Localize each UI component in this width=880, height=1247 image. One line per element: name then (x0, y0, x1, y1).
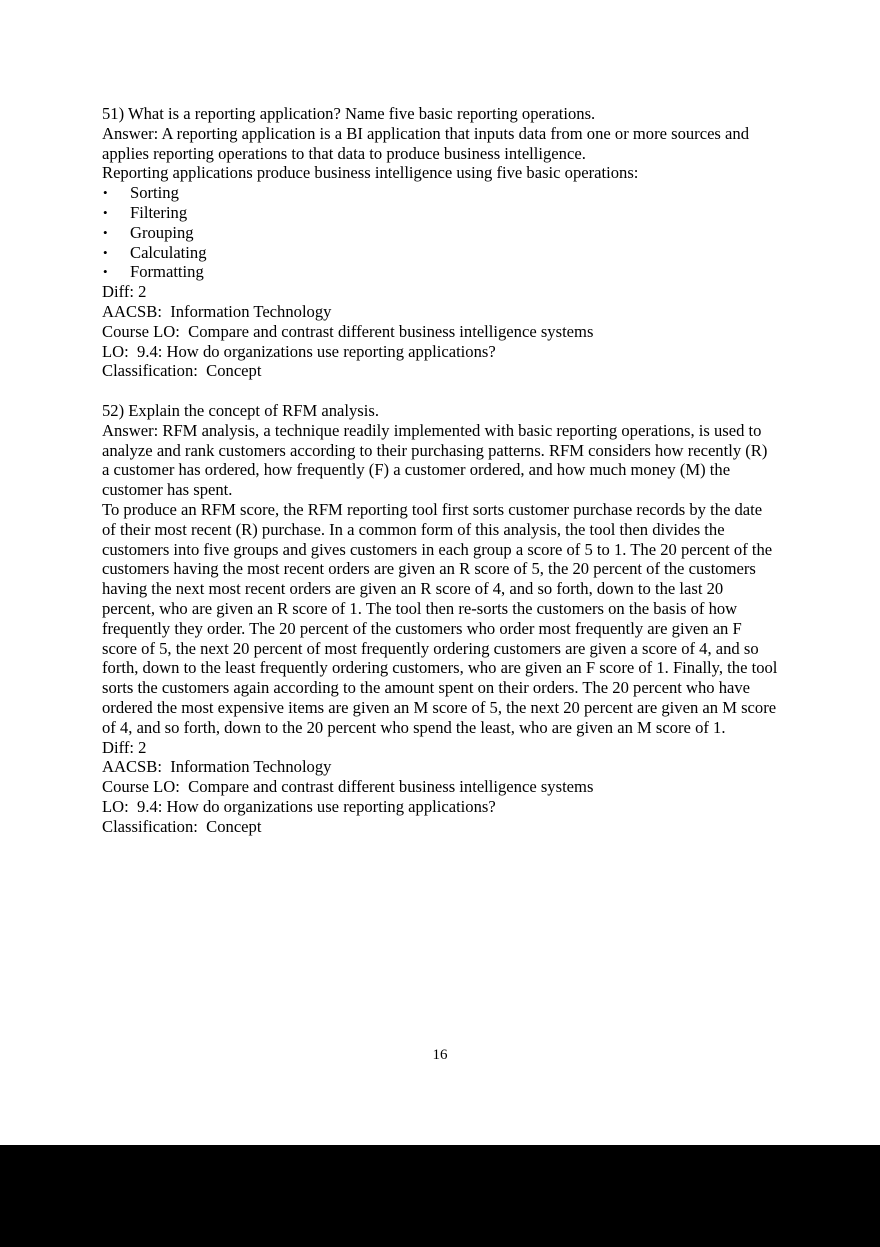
list-item-label: Formatting (130, 262, 204, 282)
bullet-icon: • (103, 204, 108, 220)
bullet-icon: • (103, 264, 108, 280)
meta-classification-51: Classification: Concept (102, 361, 262, 381)
meta-aacsb-51: AACSB: Information Technology (102, 301, 332, 321)
meta-diff-51: Diff: 2 (102, 282, 147, 302)
question-prompt-52: 52) Explain the concept of RFM analysis. (102, 400, 379, 420)
meta-aacsb-52: AACSB: Information Technology (102, 757, 332, 777)
question-answer-52: Answer: RFM analysis, a technique readily implemented with basic reporting operations, is used to analyze and rank customers according to their purchasing patterns. RFM considers how recently (R) a customer has ordered, how frequently (F) a customer ordered, and how much money (M) the customer has spent. (102, 420, 768, 500)
list-item-label: Sorting (130, 183, 179, 203)
question-list-lead-in-51: Reporting applications produce business intelligence using five basic operations: (102, 163, 639, 183)
meta-lo-52: LO: 9.4: How do organizations use reporting applications? (102, 796, 496, 816)
question-block-51 (102, 104, 778, 381)
question-prompt-51: 51) What is a reporting application? Name five basic reporting operations. (102, 104, 596, 123)
bullet-icon: • (103, 224, 108, 240)
list-item (102, 243, 778, 263)
list-item (102, 203, 778, 223)
page-content (102, 104, 778, 836)
list-item-label: Grouping (130, 222, 194, 242)
bullet-icon: • (103, 244, 108, 260)
list-item (102, 262, 778, 282)
question-answer-body-52: To produce an RFM score, the RFM reporting tool first sorts customer purchase records by the date of their most recent (R) purchase. In a common form of this analysis, the tool then divides the customers into five groups and gives customers in each group a score of 5 to 1. The 20 percent of the customers having the most recent orders are given an R score of 5, the 20 percent of the customers having the next most recent orders are given an R score of 4, and so forth, down to the last 20 percent, who are given an R score of 1. The tool then re-sorts the customers on the basis of how frequently they order. The 20 percent of the customers who order most frequently are given an F score of 5, the next 20 percent of most frequently ordering customers are given a score of 4, and so forth, down to the least frequently ordering customers, who are given an F score of 1. Finally, the tool sorts the customers again according to the amount spent on their orders. The 20 percent who have ordered the most expensive items are given an M score of 5, the next 20 percent are given an M score of 4, and so forth, down to the 20 percent who spend the least, who are given an M score of 1. (102, 499, 778, 737)
question-block-52 (102, 401, 778, 837)
page-number: 16 (432, 1047, 448, 1063)
list-item-label: Filtering (130, 202, 188, 222)
list-item (102, 183, 778, 203)
meta-lo-51: LO: 9.4: How do organizations use reporting applications? (102, 341, 496, 361)
list-item (102, 223, 778, 243)
operations-list (102, 183, 778, 282)
meta-diff-52: Diff: 2 (102, 737, 147, 757)
bullet-icon: • (103, 185, 108, 201)
list-item-label: Calculating (130, 242, 207, 262)
footer-black-bar (0, 1145, 880, 1247)
meta-course-lo-51: Course LO: Compare and contrast different business intelligence systems (102, 321, 594, 341)
meta-classification-52: Classification: Concept (102, 816, 262, 836)
question-answer-51: Answer: A reporting application is a BI application that inputs data from one or more sources and applies reporting operations to that data to produce business intelligence. (102, 123, 749, 163)
meta-course-lo-52: Course LO: Compare and contrast different business intelligence systems (102, 777, 594, 797)
